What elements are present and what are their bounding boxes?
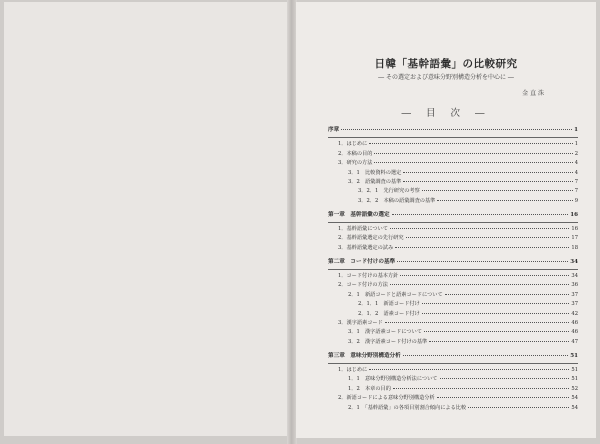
toc-entry [328, 272, 578, 281]
toc-entry-label: 1．コード付けの基本方針 [338, 273, 399, 280]
page-subtitle: ― その選定および意味分野別構造分析を中心に ― [378, 74, 514, 81]
toc-page-number: 16 [570, 211, 578, 218]
toc-leader-dots [400, 274, 569, 276]
table-of-contents [328, 126, 578, 413]
toc-page-number: 7 [574, 178, 578, 185]
toc-entry [328, 338, 578, 347]
toc-chapter-entry [328, 258, 578, 267]
toc-page-number: 37 [571, 301, 578, 308]
toc-page-number: 18 [571, 244, 578, 251]
toc-entry [328, 187, 578, 196]
toc-entry-label: 1．1 意味分野別構造分析法について [348, 376, 438, 383]
toc-leader-dots [468, 406, 569, 408]
toc-entry-label: 2．1 「基幹語彙」の各項目別割合傾向による比較 [348, 404, 467, 411]
right-page [296, 2, 596, 438]
toc-page-number: 46 [571, 329, 578, 336]
toc-leader-dots [369, 368, 569, 370]
toc-entry-label: 2．1．2 語素コード付け [358, 310, 420, 317]
toc-entry [328, 150, 578, 159]
toc-entry-label: 3．基幹語彙選定の試み [338, 244, 394, 251]
toc-chapter-entry [328, 352, 578, 361]
toc-leader-dots [406, 236, 570, 238]
toc-entry-label: 3．1 漢字語素コードについて [348, 329, 422, 336]
chapter-divider-line [328, 137, 578, 138]
toc-page-number: 54 [571, 395, 578, 402]
toc-page-number: 4 [574, 169, 578, 176]
toc-page-number: 47 [571, 338, 578, 345]
toc-page-number: 36 [571, 282, 578, 289]
toc-entry [328, 281, 578, 290]
toc-entry-label: 1．基幹語彙について [338, 226, 388, 233]
toc-page-number: 17 [571, 235, 578, 242]
toc-page-number: 37 [571, 291, 578, 298]
toc-entry [328, 394, 578, 403]
toc-leader-dots [369, 142, 572, 144]
toc-leader-dots [390, 227, 570, 229]
toc-leader-dots [395, 246, 569, 248]
toc-leader-dots [437, 396, 570, 398]
toc-page-number: 2 [574, 150, 578, 157]
toc-leader-dots [440, 377, 570, 379]
toc-entry-label: 3．研究の方法 [338, 160, 373, 167]
toc-entry [328, 385, 578, 394]
toc-entry-label: 2．基幹語彙選定の先行研究 [338, 235, 404, 242]
toc-entry-label: 3．2．1 先行研究の考察 [358, 188, 420, 195]
toc-page-number: 34 [571, 273, 578, 280]
toc-page-number: 34 [570, 258, 578, 265]
toc-entry [328, 244, 578, 253]
toc-page-number: 52 [571, 385, 578, 392]
toc-page-number: 51 [570, 352, 578, 359]
toc-entry-label: 3．1 比較資料の選定 [348, 169, 402, 176]
toc-entry-label: 2．新語コードによる意味分野別構造分析 [338, 395, 435, 402]
toc-entry-label: 2．1 新語コードと語素コードについて [348, 291, 443, 298]
toc-leader-dots [403, 171, 572, 173]
toc-leader-dots [374, 161, 572, 163]
toc-leader-dots [424, 330, 569, 332]
toc-leader-dots [390, 283, 569, 285]
toc-page-number: 51 [571, 376, 578, 383]
toc-leader-dots [393, 387, 569, 389]
toc-entry [328, 375, 578, 384]
toc-entry [328, 169, 578, 178]
toc-heading: ― 目 次 ― [401, 108, 491, 119]
toc-entry-label: 3．漢字語素コード [338, 320, 383, 327]
toc-entry-label: 3．2 漢字語素コード付けの基準 [348, 338, 428, 345]
toc-entry [328, 197, 578, 206]
toc-entry-label: 2．1．1 新語コード付け [358, 301, 420, 308]
toc-leader-dots [422, 312, 570, 314]
toc-page-number: 4 [574, 160, 578, 167]
toc-entry-label: 2．コード付けの方法 [338, 282, 388, 289]
toc-entry [328, 291, 578, 300]
chapter-divider-line [328, 363, 578, 364]
toc-leader-dots [445, 293, 570, 295]
toc-entry-label: 3．2．2 本稿の語彙調査の基準 [358, 197, 436, 204]
toc-leader-dots [341, 128, 572, 130]
toc-entry [328, 328, 578, 337]
toc-leader-dots [392, 213, 569, 215]
toc-page-number: 42 [571, 310, 578, 317]
toc-entry [328, 319, 578, 328]
chapter-divider-line [328, 222, 578, 223]
toc-page-number: 7 [574, 188, 578, 195]
toc-page-number: 16 [571, 226, 578, 233]
left-page [4, 2, 290, 436]
toc-page-number: 9 [574, 197, 578, 204]
toc-entry [328, 366, 578, 375]
toc-entry-label: 第二章 コード付けの基準 [328, 258, 396, 265]
toc-chapter-entry [328, 211, 578, 220]
toc-entry-label: 1．はじめに [338, 141, 368, 148]
toc-page-number: 46 [571, 320, 578, 327]
toc-entry-label: 1．2 本章の目的 [348, 385, 391, 392]
chapter-divider-line [328, 269, 578, 270]
toc-entry [328, 159, 578, 168]
toc-page-number: 51 [571, 367, 578, 374]
toc-chapter-entry [328, 126, 578, 135]
toc-leader-dots [437, 199, 572, 201]
toc-entry-label: 第一章 基幹語彙の選定 [328, 211, 390, 218]
toc-entry [328, 234, 578, 243]
toc-entry [328, 178, 578, 187]
toc-entry-label: 序章 [328, 127, 340, 133]
toc-leader-dots [374, 152, 572, 154]
toc-entry-label: 1．はじめに [338, 367, 368, 374]
toc-entry-label: 第三章 意味分野別構造分析 [328, 352, 401, 359]
toc-entry-label: 3．2 語彙調査の基準 [348, 178, 402, 185]
toc-leader-dots [422, 302, 570, 304]
author-name: 金 直 洙 [522, 90, 544, 97]
page-title: 日韓「基幹語彙」の比較研究 [374, 58, 518, 70]
toc-entry-label: 2．本稿の目的 [338, 150, 373, 157]
toc-entry [328, 300, 578, 309]
toc-leader-dots [385, 321, 570, 323]
toc-leader-dots [403, 180, 572, 182]
toc-entry [328, 404, 578, 413]
toc-page-number: 54 [571, 404, 578, 411]
toc-page-number: 1 [574, 127, 578, 133]
toc-leader-dots [429, 340, 569, 342]
toc-leader-dots [403, 354, 568, 356]
toc-leader-dots [397, 260, 568, 262]
toc-entry [328, 140, 578, 149]
toc-entry [328, 310, 578, 319]
toc-entry [328, 225, 578, 234]
toc-page-number: 1 [574, 141, 578, 148]
toc-leader-dots [422, 189, 573, 191]
